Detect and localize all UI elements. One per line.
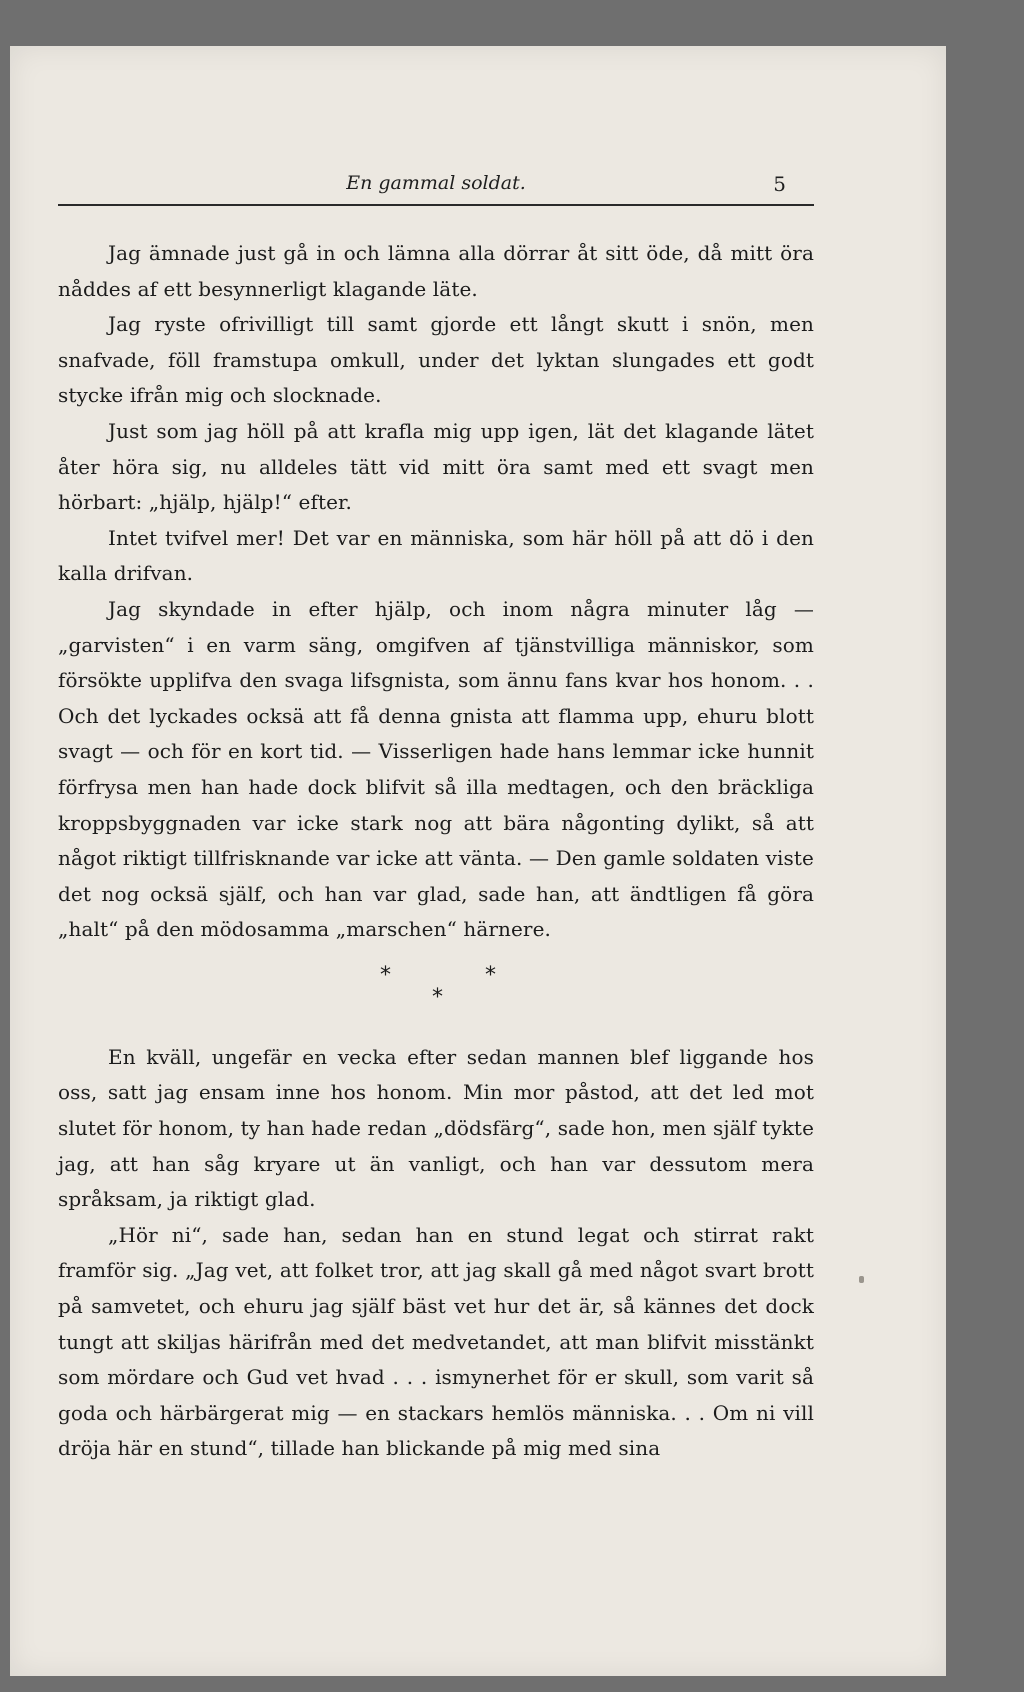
paragraph: En kväll, ungefär en vecka efter sedan mannen blef liggande hos oss, satt jag ensam inne hos honom. Min mor påstod, att det led mot slutet för honom, ty han hade redan „dödsfärg“, sade hon, men själf tykte jag, att han såg kryare ut än vanligt, och han var dessutom mera språksam, ja riktigt glad. bbox=[58, 1044, 814, 1212]
paragraph: Jag ryste ofrivilligt till samt gjorde ett långt skutt i snön, men snafvade, föll framstupa omkull, under det lyktan slungades ett godt stycke ifrån mig och slocknade. bbox=[58, 312, 814, 408]
paper-speck bbox=[859, 1276, 864, 1283]
running-title: En gammal soldat. bbox=[346, 172, 526, 194]
separator-asterisk: * bbox=[380, 962, 392, 988]
separator-asterisk: * bbox=[485, 962, 497, 988]
running-header bbox=[58, 164, 814, 206]
body-text bbox=[58, 236, 814, 1467]
book-page bbox=[10, 46, 946, 1676]
paragraph: Intet tvifvel mer! Det var en människa, som här höll på att dö i den kalla drifvan. bbox=[58, 525, 814, 586]
paragraph: Jag skyndade in efter hjälp, och inom några minuter låg — „garvisten“ i en varm säng, omgifven af tjänstvilliga människor, som försökte upplifva den svaga lifsgnista, som ännu fans kvar hos honom. . . Och det lyckades ocksä att få denna gnista att flamma upp, ehuru blott svagt — och för en kort tid. — Visserligen hade hans lemmar icke hunnit förfrysa men han hade dock blifvit så illa medtagen, och den bräckliga kroppsbyggnaden var icke stark nog att bära någonting dylikt, så att något riktigt tillfrisknande var icke att vänta. — Den gamle soldaten viste det nog ocksä själf, och han var glad, sade han, att ändtligen få göra „halt“ på den mödosamma „marschen“ härnere. bbox=[58, 596, 814, 942]
paragraph: Just som jag höll på att krafla mig upp igen, lät det klagande lätet åter höra sig, nu alldeles tätt vid mitt öra samt med ett svagt men hörbart: „hjälp, hjälp!“ efter. bbox=[58, 418, 814, 515]
separator-asterisk: * bbox=[432, 984, 444, 1010]
paragraph: Jag ämnade just gå in och lämna alla dörrar åt sitt öde, då mitt öra nåddes af ett besynnerligt klagande läte. bbox=[58, 241, 814, 301]
section-separator bbox=[58, 948, 814, 1040]
paragraph: „Hör ni“, sade han, sedan han en stund legat och stirrat rakt framför sig. „Jag vet, att folket tror, att jag skall gå med något svart brott på samvetet, och ehuru jag själf bäst vet hur det är, så kännes det dock tungt att skiljas härifrån med det medvetandet, att man blifvit misstänkt som mördare och Gud vet hvad . . . ismynerhet för er skull, som varit så goda och härbärgerat mig — en stackars hemlös människa. . . Om ni vill dröja här en stund“, tillade han blickande på mig med sina bbox=[58, 1222, 814, 1461]
page-number: 5 bbox=[773, 172, 786, 196]
